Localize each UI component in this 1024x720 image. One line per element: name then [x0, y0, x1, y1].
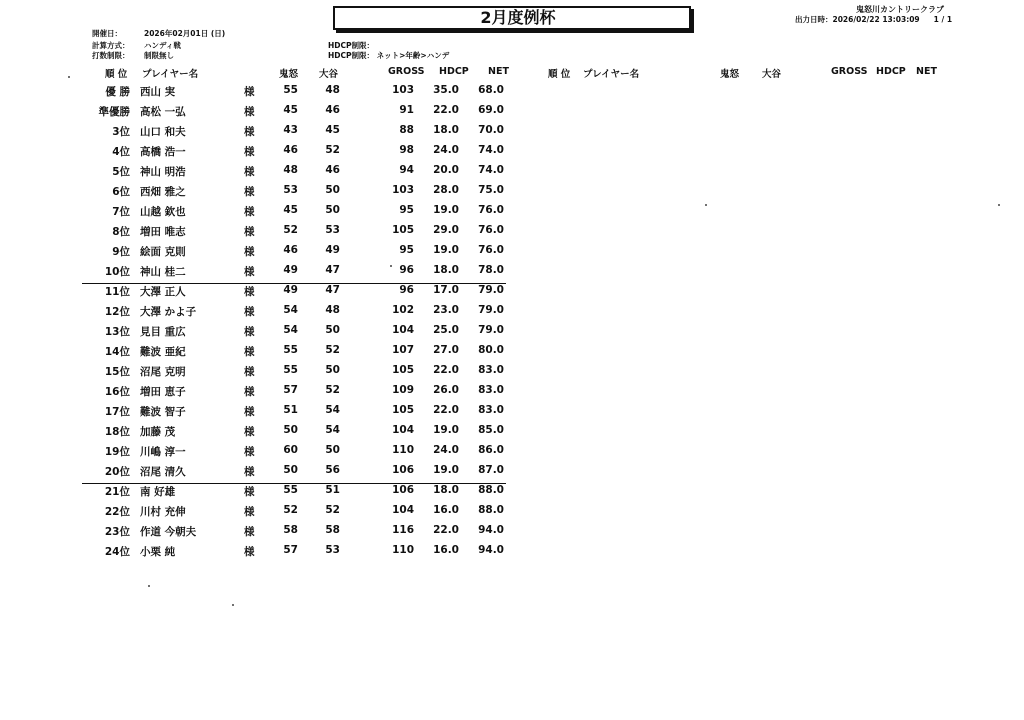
club-name: 鬼怒川カントリークラブ	[856, 5, 944, 14]
cell-net: 74.0	[478, 164, 504, 176]
table-row	[0, 244, 520, 264]
cell-gross: 105	[392, 364, 414, 376]
cell-rank: 11位	[104, 286, 130, 298]
cell-r2: 53	[325, 224, 340, 236]
table-row	[0, 304, 520, 324]
cell-gross: 116	[392, 524, 414, 536]
cell-gross: 103	[392, 84, 414, 96]
header-gross: GROSS	[388, 66, 425, 77]
cell-rank: 12位	[104, 306, 130, 318]
cell-rank: 準優勝	[98, 106, 130, 118]
cell-gross: 106	[392, 464, 414, 476]
cell-net: 88.0	[478, 484, 504, 496]
output-datetime: 2026/02/22 13:03:09	[832, 15, 920, 24]
output-label: 出力日時：	[795, 15, 833, 24]
cell-r2: 52	[325, 504, 340, 516]
cell-hdcp: 28.0	[433, 184, 459, 196]
cell-sama: 様	[244, 386, 255, 398]
cell-r1: 52	[283, 504, 298, 516]
cell-r1: 55	[283, 344, 298, 356]
cell-r1: 54	[283, 304, 298, 316]
cell-net: 86.0	[478, 444, 504, 456]
cell-r2: 50	[325, 204, 340, 216]
cell-sama: 様	[244, 466, 255, 478]
cell-name: 高橋 浩一	[140, 146, 186, 158]
cell-rank: 17位	[104, 406, 130, 418]
cell-r2: 58	[325, 524, 340, 536]
cell-sama: 様	[244, 406, 255, 418]
cell-net: 88.0	[478, 504, 504, 516]
table-row	[0, 484, 520, 504]
hdcp-rule-value: ネット>年齢>ハンデ	[376, 51, 450, 60]
cell-name: 作道 今朝夫	[140, 526, 197, 538]
event-date-value: 2026年02月01日 (日)	[144, 29, 226, 38]
cell-gross: 104	[392, 324, 414, 336]
cell-net: 74.0	[478, 144, 504, 156]
cell-rank: 7位	[112, 206, 130, 218]
cell-sama: 様	[244, 306, 255, 318]
header-r1: 鬼怒	[279, 69, 299, 80]
cell-gross: 94	[399, 164, 414, 176]
cell-net: 76.0	[478, 204, 504, 216]
scan-speck	[148, 585, 150, 587]
header-net: NET	[488, 66, 509, 77]
header-r2: 大谷	[319, 69, 339, 80]
cell-hdcp: 19.0	[433, 424, 459, 436]
cell-r1: 46	[283, 244, 298, 256]
cell-hdcp: 19.0	[433, 244, 459, 256]
cell-hdcp: 19.0	[433, 204, 459, 216]
cell-gross: 102	[392, 304, 414, 316]
cell-name: 川村 充伸	[140, 506, 186, 518]
cell-r1: 57	[283, 544, 298, 556]
cell-net: 80.0	[478, 344, 504, 356]
cell-hdcp: 24.0	[433, 144, 459, 156]
cell-name: 難波 亜紀	[140, 346, 186, 358]
cell-net: 79.0	[478, 304, 504, 316]
cell-gross: 103	[392, 184, 414, 196]
cell-r2: 46	[325, 104, 340, 116]
header-r2-2: 大谷	[762, 69, 782, 80]
header-r1-2: 鬼怒	[720, 69, 740, 80]
table-row	[0, 424, 520, 444]
cell-hdcp: 24.0	[433, 444, 459, 456]
cell-name: 小栗 純	[140, 546, 176, 558]
header-rank: 順 位	[105, 69, 128, 80]
cell-sama: 様	[244, 166, 255, 178]
cell-name: 西山 実	[140, 86, 176, 98]
hdcp-limit-label: HDCP制限：	[328, 41, 375, 50]
cell-hdcp: 22.0	[433, 104, 459, 116]
cell-net: 87.0	[478, 464, 504, 476]
cell-name: 増田 唯志	[140, 226, 186, 238]
header-player: プレイヤー名	[142, 69, 199, 80]
cell-r1: 60	[283, 444, 298, 456]
cell-name: 難波 智子	[140, 406, 186, 418]
cell-hdcp: 23.0	[433, 304, 459, 316]
cell-sama: 様	[244, 426, 255, 438]
cell-r2: 47	[325, 284, 340, 296]
cell-rank: 5位	[112, 166, 130, 178]
table-row	[0, 544, 520, 564]
cell-gross: 95	[399, 244, 414, 256]
cell-hdcp: 22.0	[433, 524, 459, 536]
header-hdcp-2: HDCP	[876, 66, 906, 77]
cell-sama: 様	[244, 526, 255, 538]
cell-hdcp: 16.0	[433, 544, 459, 556]
cell-sama: 様	[244, 446, 255, 458]
cell-gross: 106	[392, 484, 414, 496]
cell-r1: 46	[283, 144, 298, 156]
cell-r2: 50	[325, 364, 340, 376]
cell-hdcp: 35.0	[433, 84, 459, 96]
cell-gross: 96	[399, 264, 414, 276]
cell-r1: 55	[283, 484, 298, 496]
cell-r2: 52	[325, 384, 340, 396]
cell-hdcp: 29.0	[433, 224, 459, 236]
cell-net: 94.0	[478, 544, 504, 556]
cell-r2: 46	[325, 164, 340, 176]
cell-rank: 18位	[104, 426, 130, 438]
cell-r1: 57	[283, 384, 298, 396]
cell-gross: 105	[392, 404, 414, 416]
table-row	[0, 104, 520, 124]
cell-r1: 54	[283, 324, 298, 336]
cell-sama: 様	[244, 346, 255, 358]
cell-rank: 14位	[104, 346, 130, 358]
table-row	[0, 404, 520, 424]
cell-gross: 104	[392, 504, 414, 516]
cell-r1: 49	[283, 284, 298, 296]
table-row	[0, 124, 520, 144]
cell-rank: 22位	[104, 506, 130, 518]
cell-name: 高松 一弘	[140, 106, 186, 118]
scan-speck	[68, 76, 70, 78]
scan-speck	[705, 204, 707, 206]
cell-name: 大澤 正人	[140, 286, 186, 298]
cell-sama: 様	[244, 286, 255, 298]
table-row	[0, 344, 520, 364]
table-row	[0, 504, 520, 524]
cell-gross: 105	[392, 224, 414, 236]
cell-hdcp: 26.0	[433, 384, 459, 396]
cell-sama: 様	[244, 106, 255, 118]
cell-rank: 21位	[104, 486, 130, 498]
cell-net: 79.0	[478, 284, 504, 296]
group-divider	[82, 283, 506, 284]
cell-name: 神山 桂二	[140, 266, 186, 278]
cell-net: 83.0	[478, 384, 504, 396]
cell-name: 絵面 克則	[140, 246, 186, 258]
cell-name: 南 好雄	[140, 486, 176, 498]
cell-rank: 8位	[112, 226, 130, 238]
cell-sama: 様	[244, 506, 255, 518]
header-rank-2: 順 位	[548, 69, 571, 80]
cell-rank: 15位	[104, 366, 130, 378]
stroke-limit-value: 制限無し	[144, 51, 174, 60]
cell-gross: 98	[399, 144, 414, 156]
header-gross-2: GROSS	[831, 66, 868, 77]
cell-hdcp: 18.0	[433, 264, 459, 276]
cell-gross: 91	[399, 104, 414, 116]
cell-rank: 6位	[112, 186, 130, 198]
cell-hdcp: 22.0	[433, 364, 459, 376]
cell-r1: 43	[283, 124, 298, 136]
cell-name: 大澤 かよ子	[140, 306, 197, 318]
table-row	[0, 164, 520, 184]
cell-r1: 51	[283, 404, 298, 416]
cell-name: 山口 和夫	[140, 126, 186, 138]
cell-sama: 様	[244, 546, 255, 558]
cell-sama: 様	[244, 206, 255, 218]
output-info	[795, 14, 952, 25]
page-title: 2月度例杯	[333, 6, 691, 30]
cell-hdcp: 17.0	[433, 284, 459, 296]
cell-net: 83.0	[478, 364, 504, 376]
cell-r2: 50	[325, 184, 340, 196]
cell-net: 76.0	[478, 224, 504, 236]
cell-name: 川嶋 淳一	[140, 446, 186, 458]
cell-r2: 50	[325, 444, 340, 456]
table-row	[0, 184, 520, 204]
cell-sama: 様	[244, 246, 255, 258]
cell-r1: 55	[283, 84, 298, 96]
cell-sama: 様	[244, 86, 255, 98]
cell-rank: 10位	[104, 266, 130, 278]
cell-r2: 52	[325, 144, 340, 156]
cell-r2: 45	[325, 124, 340, 136]
cell-rank: 9位	[112, 246, 130, 258]
cell-gross: 109	[392, 384, 414, 396]
cell-r2: 51	[325, 484, 340, 496]
cell-r2: 52	[325, 344, 340, 356]
cell-r2: 50	[325, 324, 340, 336]
stroke-limit	[92, 50, 174, 61]
cell-r1: 58	[283, 524, 298, 536]
cell-r2: 54	[325, 404, 340, 416]
cell-net: 78.0	[478, 264, 504, 276]
table-row	[0, 224, 520, 244]
table-row	[0, 264, 520, 284]
header-hdcp: HDCP	[439, 66, 469, 77]
cell-r2: 54	[325, 424, 340, 436]
cell-name: 加藤 茂	[140, 426, 176, 438]
cell-hdcp: 22.0	[433, 404, 459, 416]
table-row	[0, 144, 520, 164]
cell-sama: 様	[244, 186, 255, 198]
cell-r1: 49	[283, 264, 298, 276]
cell-r2: 56	[325, 464, 340, 476]
cell-hdcp: 16.0	[433, 504, 459, 516]
hdcp-rule	[328, 50, 449, 61]
scan-speck	[390, 265, 392, 267]
cell-gross: 104	[392, 424, 414, 436]
cell-rank: 優 勝	[105, 86, 130, 98]
table-row	[0, 464, 520, 484]
calc-method-label: 計算方式：	[92, 41, 130, 50]
cell-name: 増田 恵子	[140, 386, 186, 398]
cell-hdcp: 20.0	[433, 164, 459, 176]
cell-sama: 様	[244, 266, 255, 278]
event-date-label: 開催日：	[92, 29, 122, 38]
table-row	[0, 444, 520, 464]
cell-r1: 45	[283, 204, 298, 216]
cell-name: 沼尾 克明	[140, 366, 186, 378]
cell-rank: 23位	[104, 526, 130, 538]
cell-r2: 47	[325, 264, 340, 276]
cell-hdcp: 18.0	[433, 484, 459, 496]
cell-name: 神山 明浩	[140, 166, 186, 178]
cell-net: 76.0	[478, 244, 504, 256]
cell-r1: 48	[283, 164, 298, 176]
cell-rank: 3位	[112, 126, 130, 138]
page-number: 1 / 1	[933, 15, 953, 24]
cell-rank: 20位	[104, 466, 130, 478]
cell-gross: 88	[399, 124, 414, 136]
cell-r1: 50	[283, 424, 298, 436]
cell-net: 68.0	[478, 84, 504, 96]
cell-gross: 107	[392, 344, 414, 356]
table-row	[0, 324, 520, 344]
table-row	[0, 384, 520, 404]
cell-net: 79.0	[478, 324, 504, 336]
cell-rank: 4位	[112, 146, 130, 158]
cell-r1: 53	[283, 184, 298, 196]
cell-r1: 50	[283, 464, 298, 476]
cell-name: 見目 重広	[140, 326, 186, 338]
stroke-limit-label: 打数制限：	[92, 51, 130, 60]
cell-hdcp: 19.0	[433, 464, 459, 476]
cell-gross: 96	[399, 284, 414, 296]
cell-name: 西畑 雅之	[140, 186, 186, 198]
cell-hdcp: 18.0	[433, 124, 459, 136]
calc-method-value: ハンディ戦	[144, 41, 181, 50]
cell-rank: 13位	[104, 326, 130, 338]
cell-sama: 様	[244, 486, 255, 498]
cell-name: 沼尾 清久	[140, 466, 186, 478]
cell-rank: 16位	[104, 386, 130, 398]
table-row	[0, 204, 520, 224]
cell-r1: 45	[283, 104, 298, 116]
cell-net: 94.0	[478, 524, 504, 536]
cell-sama: 様	[244, 226, 255, 238]
cell-hdcp: 25.0	[433, 324, 459, 336]
cell-sama: 様	[244, 326, 255, 338]
cell-gross: 110	[392, 544, 414, 556]
cell-hdcp: 27.0	[433, 344, 459, 356]
table-row	[0, 284, 520, 304]
cell-sama: 様	[244, 126, 255, 138]
header-net-2: NET	[916, 66, 937, 77]
cell-net: 70.0	[478, 124, 504, 136]
cell-r2: 48	[325, 304, 340, 316]
cell-gross: 110	[392, 444, 414, 456]
cell-name: 山越 欽也	[140, 206, 186, 218]
cell-net: 85.0	[478, 424, 504, 436]
cell-net: 83.0	[478, 404, 504, 416]
scan-speck	[232, 604, 234, 606]
event-date	[92, 28, 225, 39]
cell-r1: 52	[283, 224, 298, 236]
cell-net: 69.0	[478, 104, 504, 116]
table-row	[0, 84, 520, 104]
cell-rank: 24位	[104, 546, 130, 558]
header-player-2: プレイヤー名	[583, 69, 640, 80]
cell-sama: 様	[244, 146, 255, 158]
table-row	[0, 524, 520, 544]
cell-r1: 55	[283, 364, 298, 376]
cell-r2: 49	[325, 244, 340, 256]
cell-r2: 48	[325, 84, 340, 96]
group-divider	[82, 483, 506, 484]
cell-r2: 53	[325, 544, 340, 556]
scan-speck	[998, 204, 1000, 206]
hdcp-rule-label: HDCP制限：	[328, 51, 375, 60]
table-row	[0, 364, 520, 384]
cell-net: 75.0	[478, 184, 504, 196]
cell-gross: 95	[399, 204, 414, 216]
cell-sama: 様	[244, 366, 255, 378]
cell-rank: 19位	[104, 446, 130, 458]
